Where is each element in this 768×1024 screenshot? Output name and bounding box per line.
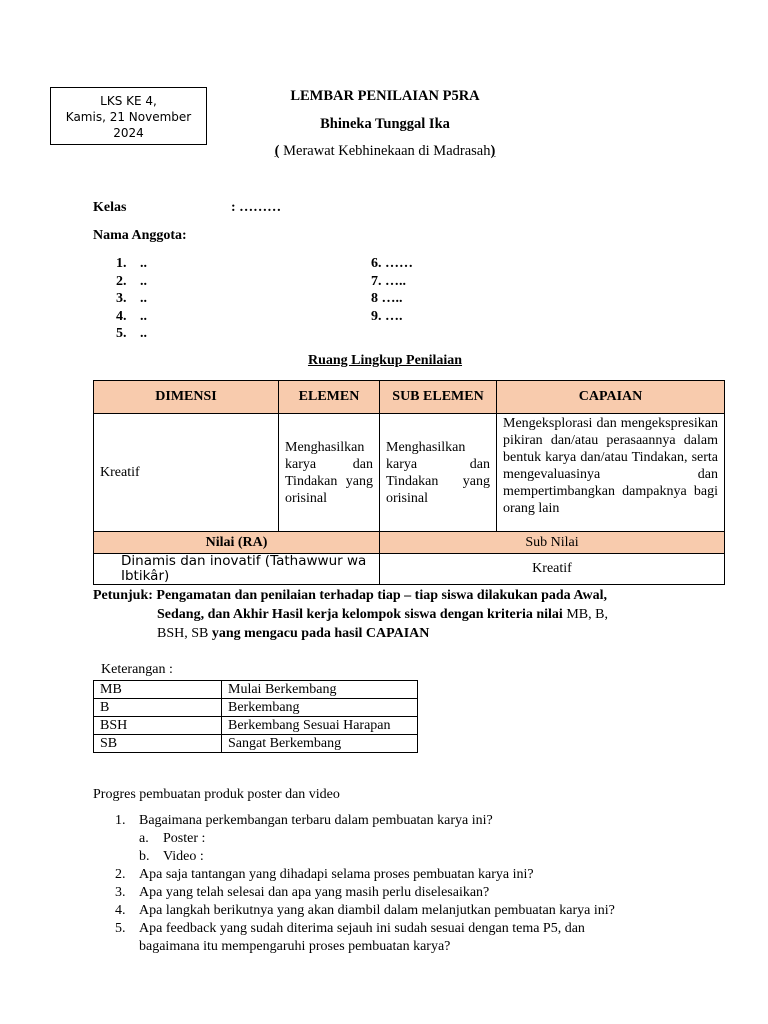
ket-code: B bbox=[94, 699, 222, 717]
cell-nilai: Dinamis dan inovatif (Tathawwur wa Ibtikâr) bbox=[94, 554, 380, 585]
progress-question-list bbox=[93, 812, 713, 956]
cell-sub-nilai: Kreatif bbox=[380, 554, 725, 585]
header-elemen: ELEMEN bbox=[279, 381, 380, 414]
assessment-table bbox=[93, 380, 725, 585]
list-item: 1. .. bbox=[116, 256, 147, 271]
header-capaian: CAPAIAN bbox=[497, 381, 725, 414]
header-dimensi: DIMENSI bbox=[94, 381, 279, 414]
header-sub-nilai: Sub Nilai bbox=[380, 532, 725, 554]
paren-close: ) bbox=[490, 143, 496, 159]
list-item: 2. .. bbox=[116, 273, 147, 289]
table-row bbox=[94, 717, 418, 735]
list-item: 6. …… bbox=[371, 256, 413, 271]
ket-code: BSH bbox=[94, 717, 222, 735]
petunjuk-text-2b: MB, B, bbox=[562, 607, 608, 622]
paren-open: ( bbox=[274, 143, 280, 159]
ket-desc: Mulai Berkembang bbox=[222, 681, 418, 699]
progress-title: Progres pembuatan produk poster dan video bbox=[93, 787, 340, 802]
anggota-label: Nama Anggota: bbox=[93, 228, 187, 243]
table-row bbox=[94, 554, 725, 585]
list-item: b. Video : bbox=[139, 849, 204, 864]
table-header-row bbox=[94, 381, 725, 414]
petunjuk-label: Petunjuk: bbox=[93, 588, 153, 603]
list-item: 9. …. bbox=[371, 308, 403, 324]
cell-dimensi: Kreatif bbox=[94, 414, 279, 532]
list-item: bagaimana itu mempengaruhi proses pembuatan karya? bbox=[139, 939, 451, 954]
theme-text: Merawat Kebhinekaan di Madrasah bbox=[279, 143, 491, 159]
petunjuk-text-2: Sedang, dan Akhir Hasil kerja kelompok siswa dengan kriteria nilai bbox=[157, 607, 563, 622]
list-item: 3. Apa yang telah selesai dan apa yang masih perlu diselesaikan? bbox=[115, 885, 490, 900]
kelas-value: : ……… bbox=[231, 200, 282, 215]
petunjuk-text-3: BSH, SB bbox=[157, 626, 212, 641]
table-row bbox=[94, 414, 725, 532]
header-sub-elemen: SUB ELEMEN bbox=[380, 381, 497, 414]
list-item: 7. ….. bbox=[371, 273, 406, 289]
list-item: 5. Apa feedback yang sudah diterima sejauh ini sudah sesuai dengan tema P5, dan bbox=[115, 921, 585, 936]
lks-line-2: Kamis, 21 November bbox=[65, 110, 192, 124]
member-list-right bbox=[371, 255, 413, 325]
table-row bbox=[94, 735, 418, 753]
kelas-label: Kelas bbox=[93, 200, 127, 215]
list-item: 8 ….. bbox=[371, 291, 403, 306]
page-title: LEMBAR PENILAIAN P5RA bbox=[290, 88, 480, 104]
table-row bbox=[94, 681, 418, 699]
list-item: 4. .. bbox=[116, 308, 147, 324]
ket-code: SB bbox=[94, 735, 222, 753]
petunjuk-text-1: Pengamatan dan penilaian terhadap tiap – tiap siswa dilakukan pada Awal, bbox=[152, 588, 607, 603]
ket-desc: Sangat Berkembang bbox=[222, 735, 418, 753]
ket-desc: Berkembang Sesuai Harapan bbox=[222, 717, 418, 735]
keterangan-table bbox=[93, 680, 418, 753]
ruang-lingkup-title: Ruang Lingkup Penilaian bbox=[307, 353, 463, 368]
list-item: 3. .. bbox=[116, 291, 147, 306]
list-item: 4. Apa langkah berikutnya yang akan diambil dalam melanjutkan pembuatan karya ini? bbox=[115, 903, 615, 918]
theme-line bbox=[230, 143, 540, 160]
list-item: a. Poster : bbox=[139, 831, 206, 846]
lks-line-1: LKS KE 4, bbox=[100, 94, 157, 108]
keterangan-label: Keterangan : bbox=[101, 662, 173, 677]
cell-elemen: Menghasilkan karya dan Tindakan yang orisinal bbox=[279, 414, 380, 532]
ket-code: MB bbox=[94, 681, 222, 699]
list-item: 2. Apa saja tantangan yang dihadapi selama proses pembuatan karya ini? bbox=[115, 867, 534, 882]
page-subtitle: Bhineka Tunggal Ika bbox=[320, 116, 450, 132]
petunjuk-text-3b: yang mengacu pada hasil CAPAIAN bbox=[211, 626, 430, 641]
cell-capaian: Mengeksplorasi dan mengekspresikan pikiran dan/atau perasaannya dalam bentuk karya dan/atau Tindakan, serta mengevaluasinya dan mempertimbangkan dampaknya bagi orang lain bbox=[497, 414, 725, 532]
header-nilai: Nilai (RA) bbox=[94, 532, 380, 554]
table-row bbox=[94, 699, 418, 717]
list-item: 1. Bagaimana perkembangan terbaru dalam pembuatan karya ini? bbox=[115, 813, 493, 828]
cell-sub-elemen: Menghasilkan karya dan Tindakan yang orisinal bbox=[380, 414, 497, 532]
lks-info-box bbox=[50, 87, 207, 145]
lks-line-3: 2024 bbox=[113, 126, 144, 140]
list-item: 5. .. bbox=[116, 326, 147, 341]
petunjuk-block bbox=[93, 586, 693, 643]
table-subheader-row bbox=[94, 532, 725, 554]
ket-desc: Berkembang bbox=[222, 699, 418, 717]
member-list-left bbox=[116, 255, 147, 343]
